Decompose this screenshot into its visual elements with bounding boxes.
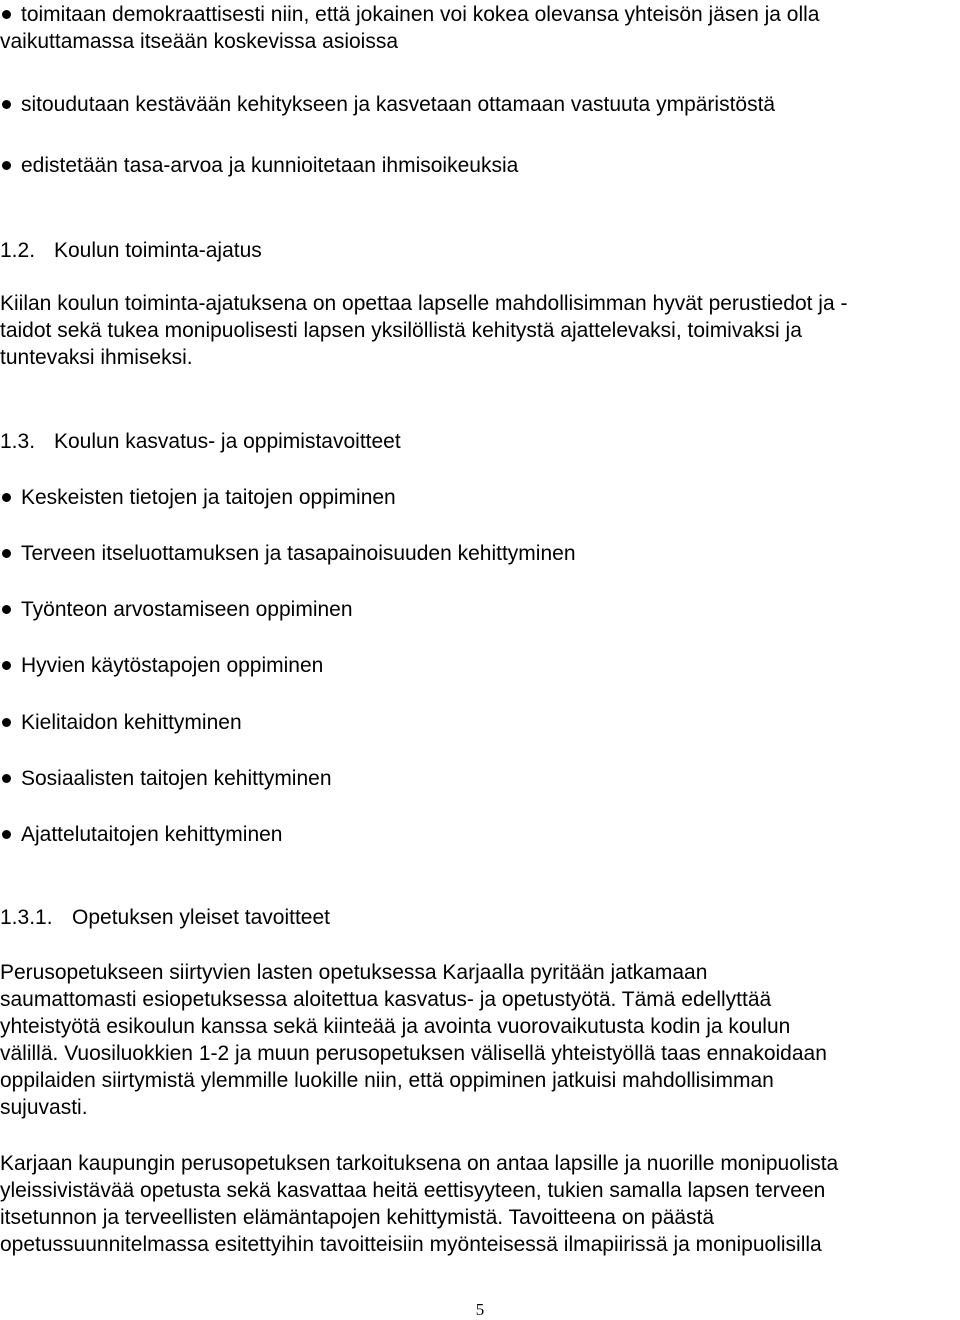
paragraph-line: itsetunnon ja terveellisten elämäntapojen kehittymistä. Tavoitteena on päästä	[0, 1206, 715, 1229]
page-number: 5	[475, 1300, 485, 1319]
section-title: Opetuksen yleiset tavoitteet	[72, 906, 330, 929]
list-item-text: Työnteon arvostamiseen oppiminen	[21, 598, 353, 621]
bullet-icon	[2, 830, 11, 839]
list-item	[0, 652, 950, 679]
paragraph-line: yleissivistävää opetusta sekä kasvattaa heitä eettisyyteen, tukien samalla lapsen terveen	[0, 1179, 826, 1202]
list-item	[0, 821, 950, 848]
list-item	[0, 765, 950, 792]
list-item	[0, 1, 950, 55]
bullet-icon	[2, 100, 11, 109]
section-heading	[0, 904, 330, 931]
list-item	[0, 540, 950, 567]
paragraph-line: saumattomasti esiopetuksessa aloitettua kasvatus- ja opetustyötä. Tämä edellyttää	[0, 988, 772, 1011]
paragraph-line: tuntevaksi ihmiseksi.	[0, 346, 193, 369]
list-item	[0, 152, 950, 179]
section-title: Koulun toiminta-ajatus	[54, 239, 262, 262]
bullet-icon	[2, 774, 11, 783]
bullet-icon	[2, 661, 11, 670]
paragraph	[0, 290, 955, 371]
bullet-icon	[2, 605, 11, 614]
bullet-icon	[2, 10, 11, 19]
section-number: 1.3.	[0, 430, 36, 453]
list-item	[0, 709, 950, 736]
paragraph	[0, 959, 955, 1121]
list-item	[0, 91, 950, 118]
list-item	[0, 596, 950, 623]
bullet-icon	[2, 161, 11, 170]
bullet-icon	[2, 718, 11, 727]
list-item-text: Keskeisten tietojen ja taitojen oppiminen	[21, 486, 396, 509]
list-item-text: sitoudutaan kestävään kehitykseen ja kasvetaan ottamaan vastuuta ympäristöstä	[21, 93, 776, 116]
list-item-text: edistetään tasa-arvoa ja kunnioitetaan ihmisoikeuksia	[21, 154, 519, 177]
paragraph-line: yhteistyötä esikoulun kanssa sekä kiinteää ja avointa vuorovaikutusta kodin ja koulun	[0, 1015, 791, 1038]
section-number: 1.3.1.	[0, 906, 53, 929]
paragraph-line: välillä. Vuosiluokkien 1-2 ja muun perusopetuksen välisellä yhteistyöllä taas ennakoidaan	[0, 1042, 827, 1065]
bullet-icon	[2, 493, 11, 502]
bullet-icon	[2, 549, 11, 558]
paragraph-line: Perusopetukseen siirtyvien lasten opetuksessa Karjaalla pyritään jatkamaan	[0, 961, 708, 984]
paragraph-line: sujuvasti.	[0, 1096, 88, 1119]
paragraph-line: taidot sekä tukea monipuolisesti lapsen yksilöllistä kehitystä ajattelevaksi, toimivaksi ja	[0, 319, 802, 342]
list-item	[0, 484, 950, 511]
paragraph-line: Kiilan koulun toiminta-ajatuksena on opettaa lapselle mahdollisimman hyvät perustiedot ja -	[0, 292, 848, 315]
paragraph	[0, 1150, 955, 1258]
list-item-text: Kielitaidon kehittyminen	[21, 711, 242, 734]
paragraph-line: opetussuunnitelmassa esitettyihin tavoitteisiin myönteisessä ilmapiirissä ja monipuolisilla	[0, 1233, 822, 1256]
section-title: Koulun kasvatus- ja oppimistavoitteet	[54, 430, 401, 453]
paragraph-line: oppilaiden siirtymistä ylemmille luokille niin, että oppiminen jatkuisi mahdollisimman	[0, 1069, 774, 1092]
section-heading	[0, 428, 401, 455]
section-number: 1.2.	[0, 239, 36, 262]
list-item-text: toimitaan demokraattisesti niin, että jokainen voi kokea olevansa yhteisön jäsen ja olla	[21, 3, 820, 26]
paragraph-line: Karjaan kaupungin perusopetuksen tarkoituksena on antaa lapsille ja nuorille monipuolista	[0, 1152, 839, 1175]
list-item-text: Hyvien käytöstapojen oppiminen	[21, 654, 324, 677]
list-item-text: Terveen itseluottamuksen ja tasapainoisuuden kehittyminen	[21, 542, 576, 565]
section-heading	[0, 237, 262, 264]
list-item-text: Sosiaalisten taitojen kehittyminen	[21, 767, 332, 790]
list-item-text: vaikuttamassa itseään koskevissa asioissa	[0, 30, 399, 53]
list-item-text: Ajattelutaitojen kehittyminen	[21, 823, 283, 846]
